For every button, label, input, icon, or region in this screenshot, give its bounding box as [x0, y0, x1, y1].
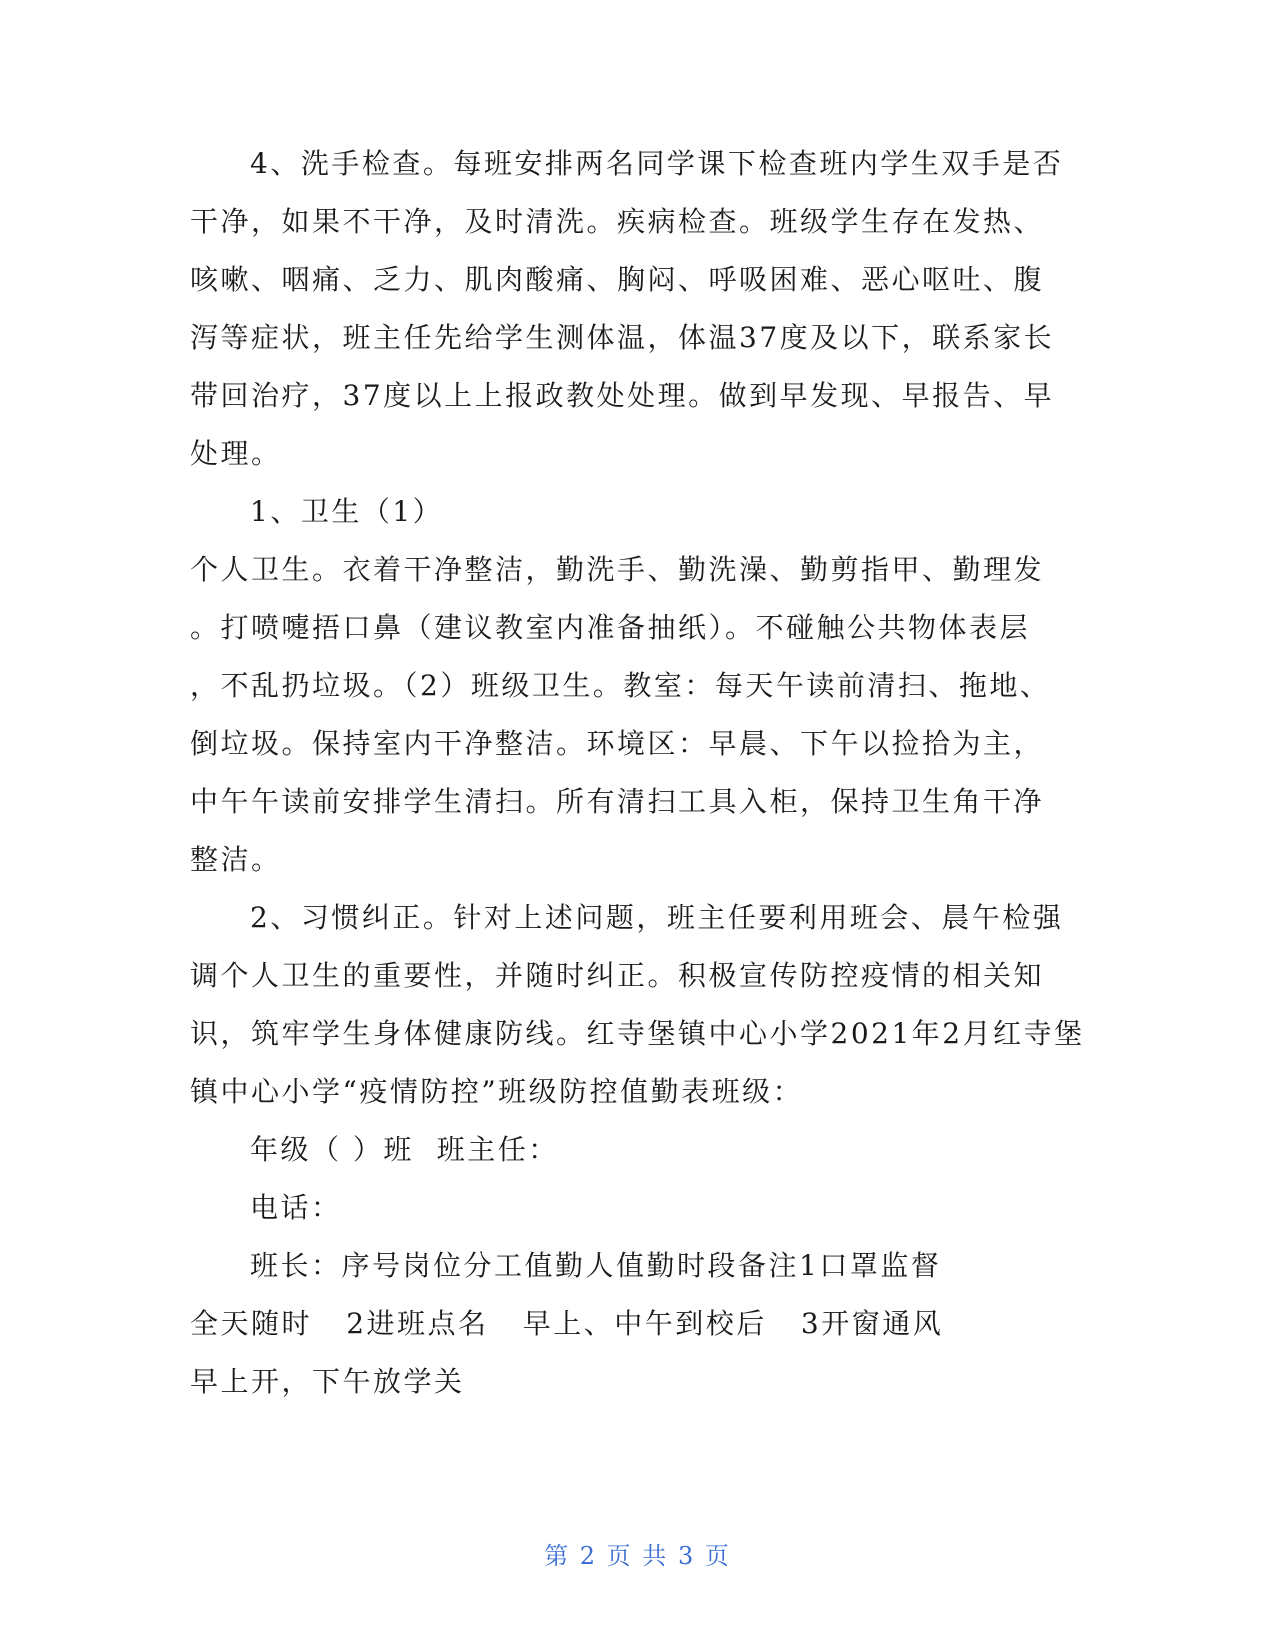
text-line: 年级（ ）班 班主任： — [250, 1133, 559, 1166]
text-line: ，不乱扔垃圾。（2）班级卫生。教室：每天午读前清扫、拖地、 — [190, 669, 1051, 702]
text-line: 。打喷嚏捂口鼻（建议教室内准备抽纸）。不碰触公共物体表层 — [190, 611, 1031, 644]
text-line: 全天随时 2进班点名 早上、中午到校后 3开窗通风 — [190, 1307, 944, 1340]
page-number-footer: 第 2 页 共 3 页 — [544, 1542, 731, 1570]
text-line: 电话： — [250, 1191, 342, 1224]
text-line: 1、卫生（1） — [250, 495, 444, 528]
text-line: 带回治疗，37度以上上报政教处处理。做到早发现、早报告、早 — [190, 379, 1055, 412]
text-line: 识，筑牢学生身体健康防线。红寺堡镇中心小学2021年2月红寺堡 — [190, 1017, 1085, 1050]
text-line: 4、洗手检查。每班安排两名同学课下检查班内学生双手是否 — [250, 147, 1064, 180]
text-line: 班长：序号岗位分工值勤人值勤时段备注1口罩监督 — [250, 1249, 942, 1282]
text-line: 中午午读前安排学生清扫。所有清扫工具入柜，保持卫生角干净 — [190, 785, 1045, 818]
text-line: 干净，如果不干净，及时清洗。疾病检查。班级学生存在发热、 — [190, 205, 1045, 238]
text-line: 整洁。 — [190, 843, 282, 876]
text-line: 2、习惯纠正。针对上述问题，班主任要利用班会、晨午检强 — [250, 901, 1064, 934]
text-line: 早上开，下午放学关 — [190, 1365, 465, 1398]
text-line: 泻等症状，班主任先给学生测体温，体温37度及以下，联系家长 — [190, 321, 1055, 354]
text-line: 处理。 — [190, 437, 282, 470]
text-line: 咳嗽、咽痛、乏力、肌肉酸痛、胸闷、呼吸困难、恶心呕吐、腹 — [190, 263, 1045, 296]
text-line: 调个人卫生的重要性，并随时纠正。积极宣传防控疫情的相关知 — [190, 959, 1045, 992]
text-line: 个人卫生。衣着干净整洁，勤洗手、勤洗澡、勤剪指甲、勤理发 — [190, 553, 1045, 586]
text-line: 倒垃圾。保持室内干净整洁。环境区：早晨、下午以捡拾为主， — [190, 727, 1045, 760]
text-line: 镇中心小学“疫情防控”班级防控值勤表班级： — [190, 1075, 804, 1108]
